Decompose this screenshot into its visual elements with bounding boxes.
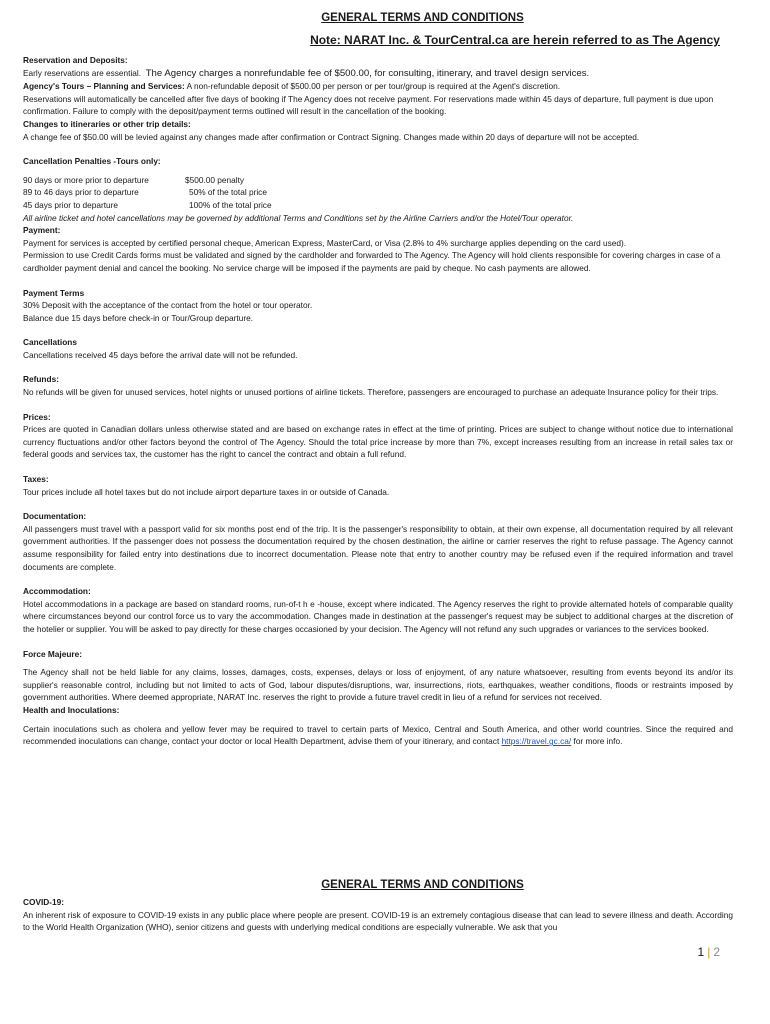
penalty-amount: 100% of the total price — [189, 199, 272, 210]
page-separator: | — [707, 945, 711, 959]
covid-section — [23, 896, 733, 934]
travel-gc-link[interactable]: https://travel.gc.ca/ — [501, 736, 572, 747]
health-text — [23, 723, 733, 748]
covid-text: An inherent risk of exposure to COVID-19 exists in any public place where people are present. COVID-19 is an extremely contagious disease that can lead to severe illness and death. According to the World Health Organization (WHO), senior citizens and guests with underlying medical conditions are especially vulnerable. We ask that you — [23, 909, 733, 933]
documentation-text: All passengers must travel with a passport valid for six months post end of the trip. It is the passenger's responsibility to obtain, at their own expense, all documentation required by all relevant government authorities. If the passenger does not possess the documentation required by the chosen destination, the airline or carrier reserves the right to refuse passage. The Agency cannot assume responsibility for failed entry into destinations due to incorrect documentation. Please note that entry to another country may be refused even if the required information and travel documents are complete. — [23, 523, 733, 572]
force-majeure-text: The Agency shall not be held liable for any claims, losses, damages, costs, expenses, delays or loss of enjoyment, of any nature whatsoever, resulting from events beyond its and/or its supplier's reasonable control, including but not limited to acts of God, labour disputes/disruptions, war, insurrections, riots, earthquakes, weather conditions, floods or restraints imposed by government authorities. Where deemed appropriate, NARAT Inc. reserves the right to provide a future travel credit in lieu of a refund for services not received. — [23, 667, 733, 703]
page-title: GENERAL TERMS AND CONDITIONS — [321, 12, 524, 24]
penalty-amount: $500.00 penalty — [185, 174, 245, 185]
penalty-row — [23, 186, 733, 199]
refunds-heading: Refunds: — [23, 374, 59, 385]
second-page-title: GENERAL TERMS AND CONDITIONS — [321, 879, 524, 891]
reservation-line2 — [23, 80, 733, 93]
payment-terms-heading: Payment Terms — [23, 287, 85, 298]
agency-tours-label: Agency's Tours – Planning and Services: — [23, 81, 185, 92]
payment-line1: Payment for services is accepted by certified personal cheque, American Express, MasterCard, or Visa (2.8% to 4% surcharge applies depending on the card used). — [23, 237, 627, 248]
force-majeure-heading: Force Majeure: — [23, 648, 83, 659]
penalty-period: 89 to 46 days prior to departure — [23, 187, 139, 198]
accommodation-text: Hotel accommodations in a package are based on standard rooms, run-of-t h e -house, except where indicated. The Agency reserves the right to provide alternated hotels of comparable quality where circumstances beyond our control force us to vary the accommodation. Changes made in destination at the passenger's request may be subject to additional charges at the discretion of the hotelier or supplier. You will be asked to pay directly for these charges occasioned by your decision. The Agency will not refund any such upgrades or variances to the services booked. — [23, 598, 733, 634]
taxes-text: Tour prices include all hotel taxes but do not include airport departure taxes in or outside of Canada. — [23, 486, 390, 497]
agency-tours-text: A non-refundable deposit of $500.00 per person or per tour/group is required at the Agent's discretion. — [184, 81, 561, 92]
taxes-heading: Taxes: — [23, 474, 49, 485]
cancellations-heading: Cancellations — [23, 337, 77, 348]
penalty-row — [23, 199, 733, 212]
reservation-line1b: The Agency charges a nonrefundable fee of $500.00, for consulting, itinerary, and travel design services. — [145, 67, 590, 79]
prices-heading: Prices: — [23, 411, 51, 422]
prices-text: Prices are quoted in Canadian dollars unless otherwise stated and are based on exchange rates in effect at the time of printing. Prices are subject to change without notice due to international currency fluctuations and/or other factors beyond the control of The Agency. Should the total price increase by more than 7%, except increases resulting from an increase in retail sales tax or federal goods and services tax, the customer has the right to cancel the contract and obtain a full refund. — [23, 424, 733, 460]
current-page: 1 — [697, 945, 705, 959]
covid-heading: COVID-19: — [23, 897, 65, 907]
accommodation-heading: Accommodation: — [23, 586, 91, 597]
payment-heading: Payment: — [23, 225, 61, 236]
terms-content — [23, 54, 733, 748]
health-body: Certain inoculations such as cholera and yellow fever may be required to travel to certain parts of Mexico, Central and South America, and other world countries. Since the required and recommended inoculations can change, contact your doctor or local Health Department, advise them of your itinerary, and contact — [23, 723, 733, 747]
agency-note: Note: NARAT Inc. & TourCentral.ca are herein referred to as The Agency — [310, 33, 720, 47]
cancellations-text: Cancellations received 45 days before the arrival date will not be refunded. — [23, 349, 298, 360]
payment-terms-line1: 30% Deposit with the acceptance of the contact from the hotel or tour operator. — [23, 300, 313, 311]
refunds-text: No refunds will be given for unused services, hotel nights or unused portions of airline tickets. Therefore, passengers are encouraged to purchase an adequate Insurance policy for their trips. — [23, 387, 719, 398]
penalty-period: 45 days prior to departure — [23, 199, 119, 210]
cancellation-penalties-heading: Cancellation Penalties -Tours only: — [23, 156, 161, 167]
reservation-line1 — [23, 67, 733, 81]
reservation-line3: Reservations will automatically be cancelled after five days of booking if The Agency does not receive payment. For reservations made within 45 days of departure, full payment is due upon confirmation. Failure to comply with the deposit/payment terms outlined will result in the cancellation of the booking. — [23, 93, 714, 117]
penalty-period: 90 days or more prior to departure — [23, 174, 149, 185]
payment-terms-line2: Balance due 15 days before check-in or Tour/Group departure. — [23, 312, 253, 323]
penalty-row — [23, 174, 733, 187]
reservation-line1a: Early reservations are essential. — [23, 67, 142, 78]
page-number — [698, 945, 721, 959]
reservation-heading: Reservation and Deposits: — [23, 55, 128, 65]
documentation-heading: Documentation: — [23, 511, 87, 522]
total-pages: 2 — [713, 945, 720, 959]
cancellation-note: All airline ticket and hotel cancellations may be governed by additional Terms and Conditions set by the Airline Carriers and/or the Hotel/Tour operator. — [23, 212, 574, 223]
changes-text: A change fee of $50.00 will be levied against any changes made after confirmation or Contract Signing. Changes made within 20 days of departure will not be accepted. — [23, 131, 640, 142]
health-heading: Health and Inoculations: — [23, 704, 120, 715]
payment-line2: Permission to use Credit Cards forms must be validated and signed by the cardholder and forwarded to The Agency. The Agency will hold clients responsible for covering charges in case of a cardholder payment denial and cancel the booking. No service charge will be imposed if the payments are paid by cheque. No cash payments are allowed. — [23, 250, 721, 273]
changes-heading: Changes to itineraries or other trip details: — [23, 118, 191, 129]
health-body-end: for more info. — [571, 736, 623, 747]
penalty-amount: 50% of the total price — [189, 187, 267, 198]
